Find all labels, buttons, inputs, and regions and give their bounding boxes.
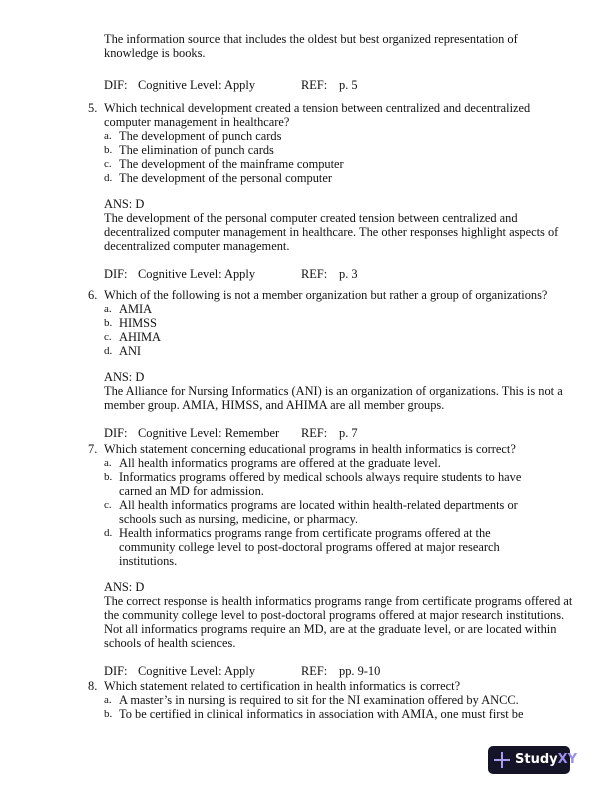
option-a <box>104 302 584 316</box>
cognitive-level: Cognitive Level: Apply <box>138 267 256 281</box>
option-letter: b. <box>104 317 113 329</box>
ref-label: REF: <box>301 426 328 440</box>
option-letter: c. <box>104 499 112 511</box>
dif-label: DIF: <box>104 664 128 678</box>
answer-block <box>104 197 584 281</box>
option-text: institutions. <box>119 554 178 568</box>
rationale-line: member group. AMIA, HIMSS, and AHIMA are all member groups. <box>104 398 445 412</box>
option-letter: a. <box>104 130 112 142</box>
dif-line <box>104 267 584 281</box>
option-text: AHIMA <box>119 330 161 344</box>
option-text: The development of the mainframe computer <box>119 157 344 171</box>
question-6 <box>88 288 584 440</box>
question-number: 8. <box>88 679 98 693</box>
plus-icon <box>494 752 510 768</box>
answer-key: ANS: D <box>104 370 145 384</box>
option-letter: d. <box>104 345 113 357</box>
option-letter: b. <box>104 471 113 483</box>
answer-text-line: knowledge is books. <box>104 46 206 60</box>
option-text: carned an MD for admission. <box>119 484 264 498</box>
question-text-line: Which statement related to certification in health informatics is correct? <box>104 679 461 693</box>
dif-line <box>104 78 584 92</box>
cognitive-level: Cognitive Level: Apply <box>138 664 256 678</box>
option-text: Health informatics programs range from certificate programs offered at the <box>119 526 491 540</box>
answer-block <box>104 370 584 440</box>
question-text-line: computer management in healthcare? <box>104 115 290 129</box>
dif-label: DIF: <box>104 78 128 92</box>
question-text <box>104 288 584 302</box>
question-number: 5. <box>88 101 98 115</box>
dif-label: DIF: <box>104 267 128 281</box>
dif-label: DIF: <box>104 426 128 440</box>
option-text: To be certified in clinical informatics in association with AMIA, one must first be <box>119 707 524 721</box>
option-text: All health informatics programs are located within health-related departments or <box>119 498 518 512</box>
question-text-line: Which of the following is not a member organization but rather a group of organizations? <box>104 288 548 302</box>
option-letter: d. <box>104 172 113 184</box>
option-c <box>104 330 584 344</box>
option-text: Informatics programs offered by medical schools always require students to have <box>119 470 522 484</box>
option-letter: a. <box>104 694 112 706</box>
answer-text-line: The information source that includes the oldest but best organized representation of <box>104 32 518 46</box>
question-text-line: Which technical development created a tension between centralized and decentralized <box>104 101 531 115</box>
ref-value: pp. 9-10 <box>339 664 381 678</box>
rationale-line: The correct response is health informatics programs range from certificate programs offered at <box>104 594 573 608</box>
answer-key: ANS: D <box>104 197 145 211</box>
option-text: HIMSS <box>119 316 157 330</box>
options-list <box>104 302 584 358</box>
question-5 <box>88 101 584 281</box>
options-list <box>104 693 584 721</box>
option-c <box>104 157 584 171</box>
answer-key: ANS: D <box>104 580 145 594</box>
option-letter: d. <box>104 527 113 539</box>
option-a <box>104 129 584 143</box>
option-text: AMIA <box>119 302 153 316</box>
option-a <box>104 693 584 707</box>
question-text <box>104 442 584 456</box>
option-b <box>104 143 584 157</box>
question-text <box>104 679 584 693</box>
options-list <box>104 456 584 568</box>
ref-label: REF: <box>301 78 328 92</box>
option-text: The development of punch cards <box>119 129 282 143</box>
question-number: 7. <box>88 442 98 456</box>
answer-block <box>104 580 584 678</box>
option-letter: b. <box>104 708 113 720</box>
option-text: community college level to post-doctoral programs offered at major research <box>119 540 500 554</box>
ref-value: p. 5 <box>339 78 358 92</box>
option-text: A master’s in nursing is required to sit for the NI examination offered by ANCC. <box>119 693 519 707</box>
option-b <box>104 470 584 498</box>
question-text-line: Which statement concerning educational programs in health informatics is correct? <box>104 442 516 456</box>
option-letter: a. <box>104 303 112 315</box>
question-7 <box>88 442 584 678</box>
rationale-line: Not all informatics programs require an MD, are at the graduate level, or are located within <box>104 622 557 636</box>
option-letter: b. <box>104 144 113 156</box>
logo-suffix: XY <box>557 752 578 767</box>
ref-label: REF: <box>301 664 328 678</box>
dif-line <box>104 664 584 678</box>
ref-value: p. 3 <box>339 267 358 281</box>
rationale-line: decentralized computer management in healthcare. The other responses highlight aspects of <box>104 225 559 239</box>
question-8 <box>88 679 584 721</box>
option-letter: c. <box>104 331 112 343</box>
option-b <box>104 707 584 721</box>
logo-prefix: Study <box>515 752 558 767</box>
option-letter: c. <box>104 158 112 170</box>
option-c <box>104 498 584 526</box>
option-letter: a. <box>104 457 112 469</box>
rationale-line: decentralized computer management. <box>104 239 290 253</box>
option-d <box>104 344 584 358</box>
rationale-line: schools of health sciences. <box>104 636 236 650</box>
intro-block <box>104 32 584 92</box>
option-text: All health informatics programs are offered at the graduate level. <box>119 456 441 470</box>
options-list <box>104 129 584 185</box>
cognitive-level: Cognitive Level: Apply <box>138 78 256 92</box>
option-text: schools such as nursing, medicine, or pharmacy. <box>119 512 359 526</box>
dif-line <box>104 426 584 440</box>
studyxy-logo <box>488 746 578 774</box>
ref-label: REF: <box>301 267 328 281</box>
option-d <box>104 171 584 185</box>
rationale-line: The development of the personal computer created tension between centralized and <box>104 211 518 225</box>
rationale-line: the community college level to post-doctoral programs offered at major research institutions. <box>104 608 565 622</box>
rationale-line: The Alliance for Nursing Informatics (ANI) is an organization of organizations. This is not a <box>104 384 563 398</box>
option-text: The development of the personal computer <box>119 171 332 185</box>
question-text <box>104 101 584 129</box>
option-b <box>104 316 584 330</box>
option-text: The elimination of punch cards <box>119 143 274 157</box>
ref-value: p. 7 <box>339 426 358 440</box>
option-text: ANI <box>119 344 142 358</box>
option-d <box>104 526 584 568</box>
logo-text <box>515 746 577 774</box>
option-a <box>104 456 584 470</box>
question-number: 6. <box>88 288 98 302</box>
cognitive-level: Cognitive Level: Remember <box>138 426 280 440</box>
